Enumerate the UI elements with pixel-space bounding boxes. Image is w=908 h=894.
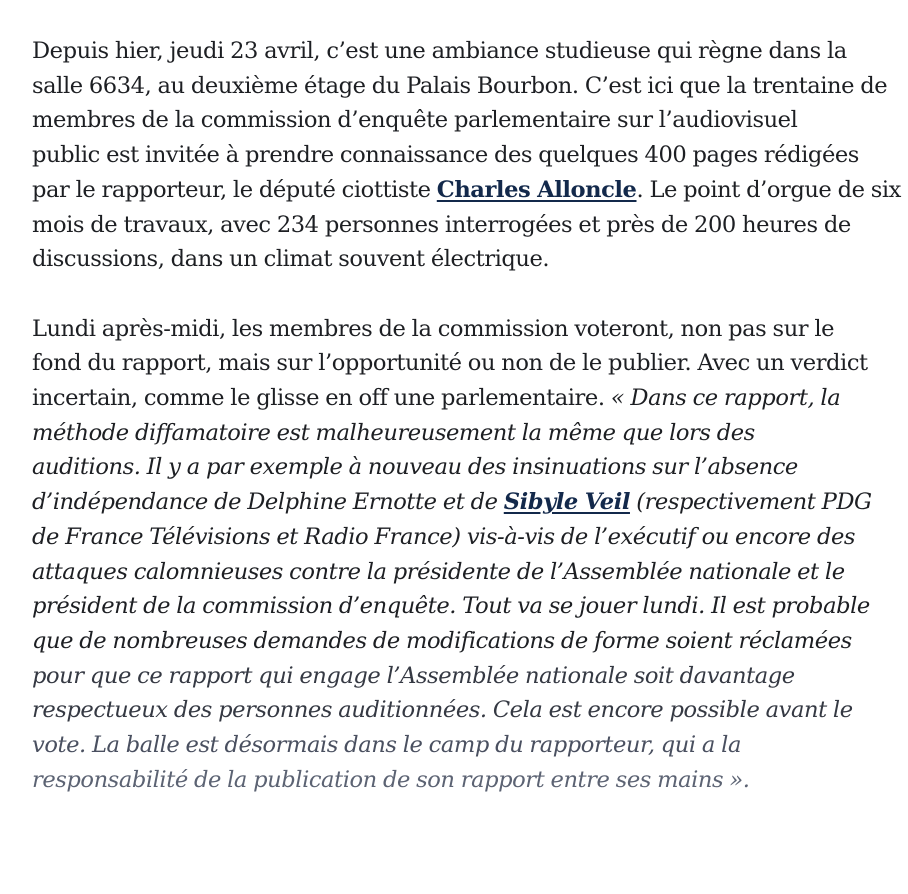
quote-line: auditions. Il y a par exemple à nouveau des insinuations sur l’absence bbox=[32, 454, 798, 481]
text-line: salle 6634, au deuxième étage du Palais Bourbon. C’est ici que la trentaine de bbox=[32, 72, 888, 99]
text-line bbox=[32, 381, 892, 416]
quote-line bbox=[32, 485, 892, 520]
quote-start: « Dans ce rapport, la bbox=[610, 385, 841, 412]
quote-line: de France Télévisions et Radio France) vis-à-vis de l’exécutif ou encore des bbox=[32, 523, 856, 550]
text-fragment: par le rapporteur, le député ciottiste bbox=[32, 176, 437, 203]
text-line: fond du rapport, mais sur l’opportunité ou non de le publier. Avec un verdict bbox=[32, 350, 868, 377]
quote-line: vote. La balle est désormais dans le camp du rapporteur, qui a la bbox=[32, 732, 741, 759]
quote-line: respectueux des personnes auditionnées. Cela est encore possible avant le bbox=[32, 697, 853, 724]
quote-line: président de la commission d’enquête. Tout va se jouer lundi. Il est probable bbox=[32, 593, 870, 620]
text-line: public est invitée à prendre connaissance des quelques 400 pages rédigées bbox=[32, 142, 859, 169]
text-line: mois de travaux, avec 234 personnes interrogées et près de 200 heures de bbox=[32, 211, 851, 238]
sibyle-veil-link[interactable]: Sibyle Veil bbox=[503, 489, 630, 516]
text-fragment: (respectivement PDG bbox=[629, 489, 872, 516]
text-fragment: . Le point d’orgue de six bbox=[636, 176, 901, 203]
article-body bbox=[32, 34, 901, 797]
quote-line: pour que ce rapport qui engage l’Assemblée nationale soit davantage bbox=[32, 662, 795, 689]
charles-alloncle-link[interactable]: Charles Alloncle bbox=[436, 176, 637, 203]
text-line: discussions, dans un climat souvent électrique. bbox=[32, 246, 550, 273]
quote-line: que de nombreuses demandes de modifications de forme soient réclamées bbox=[32, 627, 852, 654]
paragraph-vote bbox=[32, 312, 892, 798]
text-fragment: d’indépendance de Delphine Ernotte et de bbox=[32, 489, 504, 516]
text-line bbox=[32, 173, 901, 208]
text-line: membres de la commission d’enquête parlementaire sur l’audiovisuel bbox=[32, 107, 798, 134]
paragraph-intro bbox=[32, 34, 901, 277]
text-line: Lundi après-midi, les membres de la commission voteront, non pas sur le bbox=[32, 315, 835, 342]
quote-line: attaques calomnieuses contre la présidente de l’Assemblée nationale et le bbox=[32, 558, 845, 585]
text-line: Depuis hier, jeudi 23 avril, c’est une ambiance studieuse qui règne dans la bbox=[32, 38, 847, 64]
quote-line: méthode diffamatoire est malheureusement la même que lors des bbox=[32, 419, 755, 446]
text-fragment: incertain, comme le glisse en off une parlementaire. bbox=[32, 385, 611, 412]
quote-line: responsabilité de la publication de son rapport entre ses mains ». bbox=[32, 766, 750, 793]
